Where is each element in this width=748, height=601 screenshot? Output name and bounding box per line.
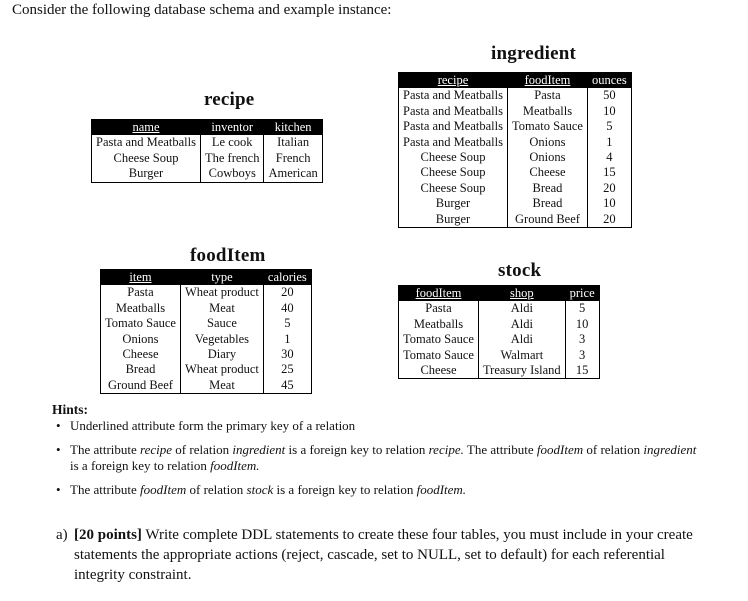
table-row [399, 212, 632, 228]
table-cell: 10 [587, 196, 631, 211]
column-header: inventor [200, 120, 263, 136]
table-row [101, 378, 312, 394]
bullet-icon: • [56, 418, 61, 433]
table-cell: 20 [587, 181, 631, 196]
table-header-row [399, 73, 632, 89]
table-header-row [399, 286, 600, 302]
column-header: price [565, 286, 599, 302]
table-cell: Pasta [507, 88, 587, 103]
table-cell: Onions [122, 331, 159, 346]
table-cell: Pasta and Meatballs [96, 135, 196, 150]
ingredient-table [398, 72, 632, 228]
table-cell: 30 [263, 347, 311, 362]
table-row [399, 104, 632, 119]
table-row [399, 119, 632, 134]
table-cell: Bread [507, 181, 587, 196]
table-cell: French [264, 151, 322, 166]
table-cell: Ground Beef [507, 212, 587, 228]
table-row [399, 181, 632, 196]
table-cell: Pasta and Meatballs [403, 134, 503, 149]
fooditem-table-title: foodItem [190, 245, 266, 266]
table-cell: Pasta and Meatballs [403, 119, 503, 134]
table-cell: 45 [263, 378, 311, 394]
table-cell: Meat [180, 301, 263, 316]
column-header: shop [478, 286, 565, 302]
table-row [399, 317, 600, 332]
table-cell: Pasta [127, 285, 154, 300]
table-row [399, 196, 632, 211]
table-row [101, 301, 312, 316]
table-cell: Bread [125, 362, 156, 377]
table-cell: Cheese Soup [420, 180, 486, 195]
table-cell: Bread [507, 196, 587, 211]
bullet-icon: • [56, 482, 61, 497]
table-cell: 15 [565, 363, 599, 379]
column-header: ounces [587, 73, 631, 89]
column-header: foodItem [399, 286, 479, 302]
table-cell: Burger [435, 211, 471, 226]
question-points: [20 points] [74, 527, 142, 543]
question-text: [20 points] Write complete DDL statements to create these four tables, you must include in your create statements the appropriate actions (reject, cascade, set to NULL, set to default) for each referential integrity constraint. [74, 527, 693, 583]
table-cell: 40 [263, 301, 311, 316]
table-cell: Meatballs [413, 316, 464, 331]
table-row [399, 88, 632, 103]
table-cell: Pasta and Meatballs [403, 103, 503, 118]
table-cell: The french [200, 151, 263, 166]
stock-table-title: stock [498, 260, 542, 281]
table-row [399, 150, 632, 165]
table-row [101, 316, 312, 331]
table-row [399, 165, 632, 180]
hint-item: • The attribute foodItem of relation stock is a foreign key to relation foodItem. [56, 482, 467, 497]
table-cell: Cheese Soup [113, 150, 179, 165]
column-header: type [180, 270, 263, 286]
table-row [92, 166, 323, 182]
hints-heading: Hints: [52, 402, 89, 417]
table-cell: Cheese [507, 165, 587, 180]
table-cell: 5 [587, 119, 631, 134]
table-cell: Sauce [180, 316, 263, 331]
table-cell: 10 [565, 317, 599, 332]
table-cell: 20 [263, 285, 311, 300]
hint-item: • The attribute recipe of relation ingredient is a foreign key to relation recipe. The attribute foodItem of relation ingredient is a foreign key to relation foodItem. [56, 442, 697, 473]
column-header: name [92, 120, 201, 136]
stock-table [398, 285, 600, 379]
column-header: item [101, 270, 181, 286]
table-cell: Pasta and Meatballs [403, 88, 503, 103]
table-cell: Treasury Island [478, 363, 565, 379]
table-row [92, 135, 323, 150]
table-cell: 10 [587, 104, 631, 119]
table-row [399, 301, 600, 316]
table-cell: Onions [507, 150, 587, 165]
table-header-row [101, 270, 312, 286]
table-cell: 1 [587, 135, 631, 150]
table-row [101, 332, 312, 347]
table-cell: 5 [263, 316, 311, 331]
table-row [101, 362, 312, 377]
table-cell: Italian [264, 135, 322, 150]
table-cell: 5 [565, 301, 599, 316]
table-cell: 1 [263, 332, 311, 347]
table-header-row [92, 120, 323, 136]
table-cell: Walmart [478, 348, 565, 363]
table-row [101, 347, 312, 362]
question-label: a) [56, 527, 68, 543]
table-cell: Wheat product [180, 285, 263, 300]
table-cell: Meatballs [115, 300, 166, 315]
column-header: foodItem [507, 73, 587, 89]
table-cell: Aldi [478, 332, 565, 347]
table-cell: Onions [507, 135, 587, 150]
table-cell: 50 [587, 88, 631, 103]
table-cell: Tomato Sauce [105, 316, 176, 331]
table-row [399, 332, 600, 347]
table-row [399, 363, 600, 379]
column-header: kitchen [264, 120, 322, 136]
table-cell: Meatballs [507, 104, 587, 119]
table-cell: Cowboys [200, 166, 263, 182]
hint-item: • Underlined attribute form the primary key of a relation [56, 418, 356, 433]
table-cell: Aldi [478, 317, 565, 332]
table-cell: Diary [180, 347, 263, 362]
table-cell: Burger [435, 196, 471, 211]
table-cell: Ground Beef [108, 377, 173, 392]
table-cell: 4 [587, 150, 631, 165]
recipe-table-title: recipe [204, 89, 255, 110]
table-cell: Aldi [478, 301, 565, 316]
table-cell: Burger [128, 166, 164, 181]
intro-text: Consider the following database schema and example instance: [12, 2, 392, 18]
ingredient-table-title: ingredient [491, 43, 577, 64]
column-header: calories [263, 270, 311, 286]
table-row [92, 151, 323, 166]
table-cell: Pasta [425, 301, 452, 316]
hints-list [52, 418, 702, 506]
table-cell: Wheat product [180, 362, 263, 377]
table-cell: American [264, 166, 322, 182]
fooditem-table [100, 269, 312, 394]
recipe-table [91, 119, 323, 183]
table-row [101, 285, 312, 300]
table-row [399, 348, 600, 363]
table-cell: Cheese [420, 363, 457, 378]
table-cell: 15 [587, 165, 631, 180]
table-cell: 3 [565, 348, 599, 363]
table-cell: Tomato Sauce [403, 347, 474, 362]
table-cell: Tomato Sauce [403, 332, 474, 347]
table-cell: Cheese Soup [420, 165, 486, 180]
table-cell: Cheese Soup [420, 150, 486, 165]
table-cell: Vegetables [180, 332, 263, 347]
table-cell: Le cook [200, 135, 263, 150]
bullet-icon: • [56, 442, 61, 457]
table-cell: 3 [565, 332, 599, 347]
table-row [399, 135, 632, 150]
table-cell: Cheese [122, 347, 159, 362]
table-cell: Meat [180, 378, 263, 394]
column-header: recipe [399, 73, 508, 89]
table-cell: Tomato Sauce [507, 119, 587, 134]
question-a [56, 525, 716, 585]
table-cell: 25 [263, 362, 311, 377]
table-cell: 20 [587, 212, 631, 228]
